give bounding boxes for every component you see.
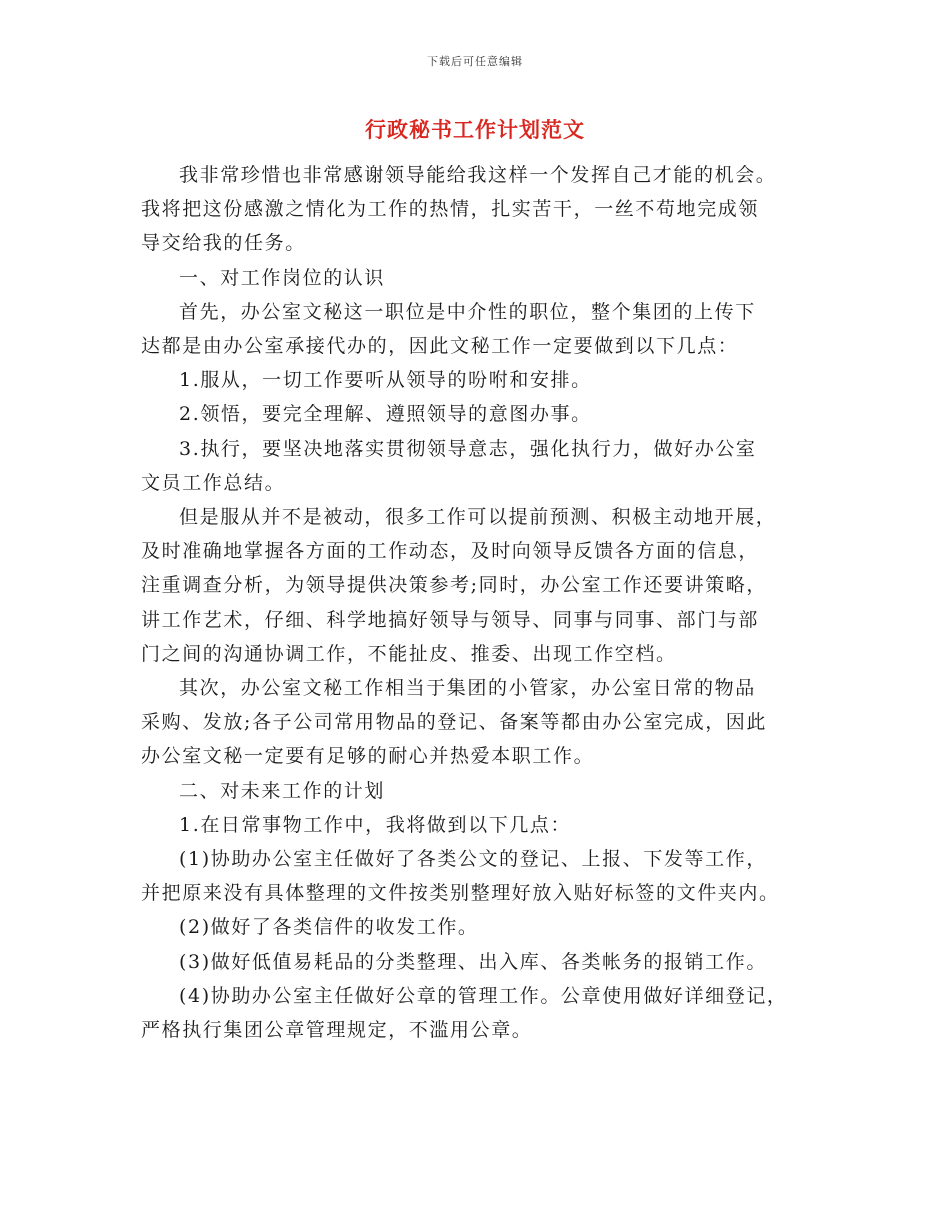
paragraph [141, 671, 826, 774]
paragraph-line: 讲工作艺术，仔细、科学地搞好领导与领导、同事与同事、部门与部 [141, 608, 760, 631]
paragraph-line: 文员工作总结。 [141, 471, 286, 494]
paragraph [141, 945, 826, 979]
paragraph [141, 910, 826, 944]
paragraph-line: (1)协助办公室主任做好了各类公文的登记、上报、下发等工作， [179, 848, 767, 871]
document-body [141, 158, 826, 1047]
paragraph-line: 并把原来没有具体整理的文件按类别整理好放入贴好标签的文件夹内。 [141, 882, 780, 905]
header-note: 下载后可任意编辑 [427, 55, 523, 68]
paragraph-line: 导交给我的任务。 [141, 232, 306, 255]
paragraph-line: 达都是由办公室承接代办的，因此文秘工作一定要做到以下几点： [141, 335, 739, 358]
paragraph-line: 1.在日常事物工作中，我将做到以下几点： [179, 813, 572, 836]
paragraph-line: 其次，办公室文秘工作相当于集团的小管家，办公室日常的物品 [179, 677, 756, 700]
paragraph-line: 及时准确地掌握各方面的工作动态，及时向领导反馈各方面的信息， [141, 540, 760, 563]
paragraph-line: 采购、发放;各子公司常用物品的登记、备案等都由办公室完成，因此 [141, 711, 768, 734]
paragraph [141, 295, 826, 363]
paragraph [141, 774, 826, 808]
paragraph [141, 842, 826, 910]
paragraph-line: 二、对未来工作的计划 [179, 779, 386, 802]
paragraph [141, 158, 826, 261]
paragraph-line: 我将把这份感激之情化为工作的热情，扎实苦干，一丝不苟地完成领 [141, 198, 760, 221]
paragraph [141, 808, 826, 842]
paragraph [141, 500, 826, 671]
paragraph-line: 1.服从，一切工作要听从领导的吩咐和安排。 [179, 369, 592, 392]
paragraph-line: (4)协助办公室主任做好公章的管理工作。公章使用做好详细登记， [179, 984, 788, 1007]
paragraph [141, 261, 826, 295]
paragraph [141, 363, 826, 397]
paragraph [141, 397, 826, 431]
paragraph-line: 我非常珍惜也非常感谢领导能给我这样一个发挥自己才能的机会。 [179, 164, 777, 186]
paragraph-line: 严格执行集团公章管理规定，不滥用公章。 [141, 1019, 533, 1042]
paragraph-line: 3.执行，要坚决地落实贯彻领导意志，强化执行力，做好办公室 [179, 437, 757, 460]
document-title: 行政秘书工作计划范文 [365, 117, 585, 142]
paragraph-line: 2.领悟，要完全理解、遵照领导的意图办事。 [179, 403, 592, 426]
paragraph [141, 432, 826, 500]
paragraph-line: 门之间的沟通协调工作，不能扯皮、推委、出现工作空档。 [141, 642, 677, 665]
paragraph-line: 首先，办公室文秘这一职位是中介性的职位，整个集团的上传下 [179, 300, 756, 323]
paragraph-line: 一、对工作岗位的认识 [179, 266, 386, 289]
paragraph-line: (2)做好了各类信件的收发工作。 [179, 916, 479, 939]
paragraph-line: 办公室文秘一定要有足够的耐心并热爱本职工作。 [141, 745, 595, 768]
paragraph-line: (3)做好低值易耗品的分类整理、出入库、各类帐务的报销工作。 [179, 950, 767, 973]
paragraph-line: 但是服从并不是被动，很多工作可以提前预测、积极主动地开展， [179, 506, 777, 529]
paragraph-line: 注重调查分析，为领导提供决策参考;同时，办公室工作还要讲策略， [141, 574, 768, 597]
paragraph [141, 979, 826, 1047]
